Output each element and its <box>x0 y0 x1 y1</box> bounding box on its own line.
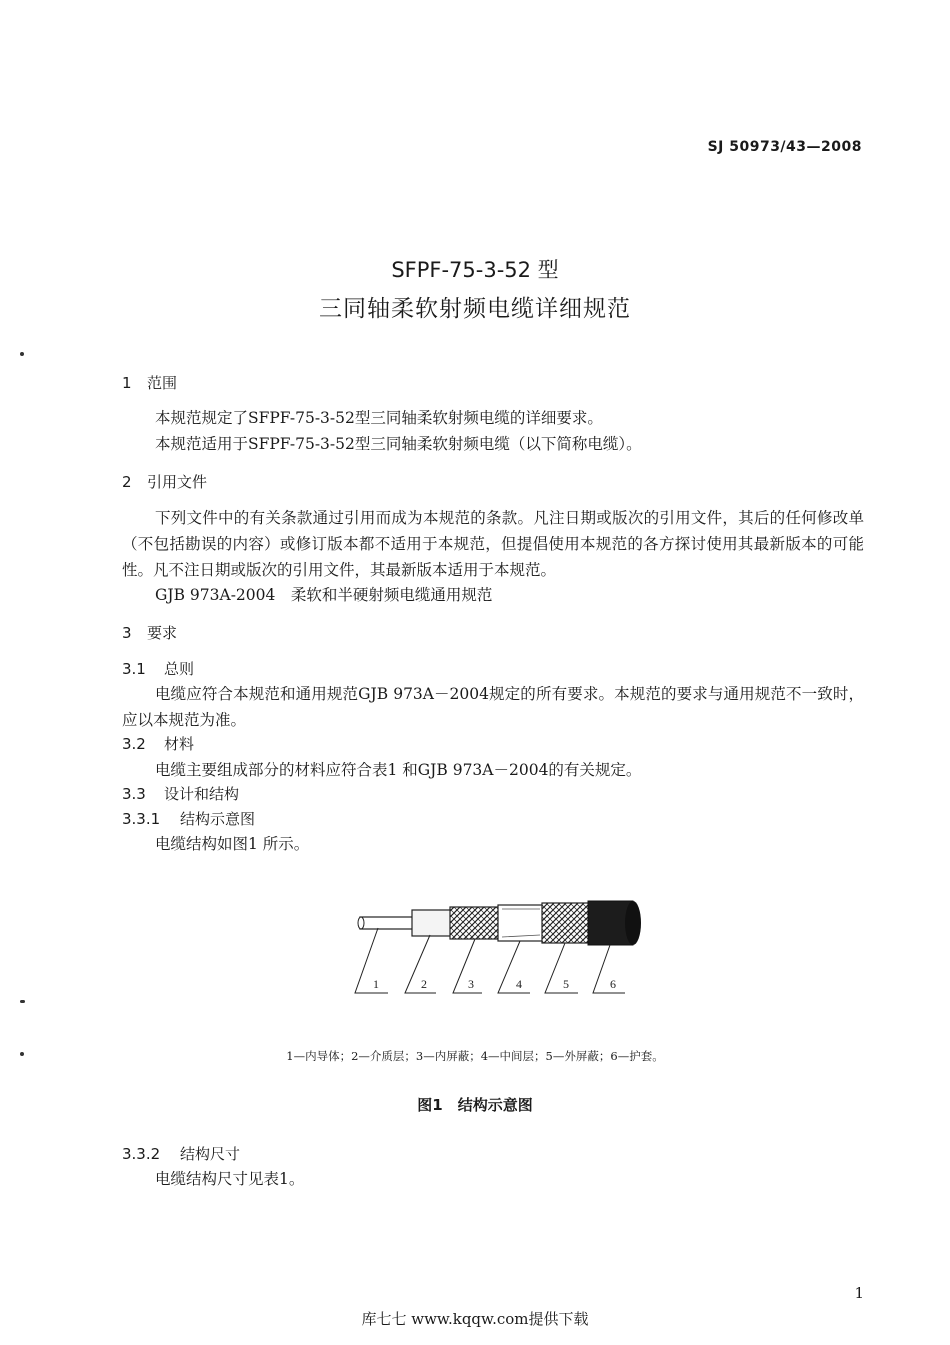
section-3-3-2-para: 电缆结构尺寸见表1。 <box>155 1170 305 1188</box>
document-title-model: SFPF-75-3-52 型 <box>391 258 559 282</box>
section-3-1-heading: 3.1 总则 <box>122 660 195 678</box>
standard-number: SJ 50973/43—2008 <box>707 139 862 155</box>
section-3-3-2-heading: 3.3.2 结构尺寸 <box>122 1145 241 1163</box>
document-title: 三同轴柔软射频电缆详细规范 <box>319 296 631 322</box>
jacket-end <box>625 901 641 945</box>
scan-mark <box>20 352 24 356</box>
download-footer: 库七七 www.kqqw.com提供下载 <box>361 1310 589 1328</box>
leader-1 <box>355 928 388 993</box>
section-1-heading: 1 范围 <box>122 374 178 392</box>
outer-shield <box>542 903 590 943</box>
section-1-para-2: 本规范适用于SFPF-75-3-52型三同轴柔软射频电缆（以下简称电缆）。 <box>155 435 642 453</box>
section-2-heading: 2 引用文件 <box>122 473 208 491</box>
section-1-para-1: 本规范规定了SFPF-75-3-52型三同轴柔软射频电缆的详细要求。 <box>155 409 603 427</box>
figure-label-4: 4 <box>516 977 522 991</box>
inner-conductor-end <box>358 917 364 929</box>
figure-label-2: 2 <box>421 977 427 991</box>
inner-conductor <box>360 917 415 929</box>
figure-label-1: 1 <box>373 977 379 991</box>
leader-5 <box>545 943 578 993</box>
section-3-3-1-heading: 3.3.1 结构示意图 <box>122 810 256 828</box>
section-3-3-1-para: 电缆结构如图1 所示。 <box>155 835 310 853</box>
section-3-1-para: 电缆应符合本规范和通用规范GJB 973A－2004规定的所有要求。本规范的要求与通用规范不一致时，应以本规范为准。 <box>122 685 864 729</box>
section-3-3-heading: 3.3 设计和结构 <box>122 785 240 803</box>
figure-label-6: 6 <box>610 977 616 991</box>
leader-4 <box>498 941 530 993</box>
section-3-heading: 3 要求 <box>122 624 178 642</box>
inner-shield <box>450 907 500 939</box>
cable-structure-diagram <box>340 895 660 1000</box>
section-2-para-1: 下列文件中的有关条款通过引用而成为本规范的条款。凡注日期或版次的引用文件，其后的任何修改单（不包括勘误的内容）或修订版本都不适用于本规范，但提倡使用本规范的各方探讨使用其最新版本的可能性。凡不注日期或版次的引用文件，其最新版本适用于本规范。 <box>122 509 864 579</box>
scan-mark <box>20 1000 25 1003</box>
figure-title: 图1 结构示意图 <box>417 1096 533 1114</box>
page-number: 1 <box>854 1284 864 1302</box>
figure-label-5: 5 <box>563 977 569 991</box>
section-3-2-heading: 3.2 材料 <box>122 735 195 753</box>
section-3-2-para: 电缆主要组成部分的材料应符合表1 和GJB 973A－2004的有关规定。 <box>155 761 642 779</box>
figure-caption: 1—内导体；2—介质层；3—内屏蔽；4—中间层；5—外屏蔽；6—护套。 <box>286 1049 664 1063</box>
leader-6 <box>593 945 625 993</box>
dielectric-layer <box>412 910 452 936</box>
reference-document: GJB 973A-2004 柔软和半硬射频电缆通用规范 <box>155 586 493 604</box>
figure-label-3: 3 <box>468 977 474 991</box>
